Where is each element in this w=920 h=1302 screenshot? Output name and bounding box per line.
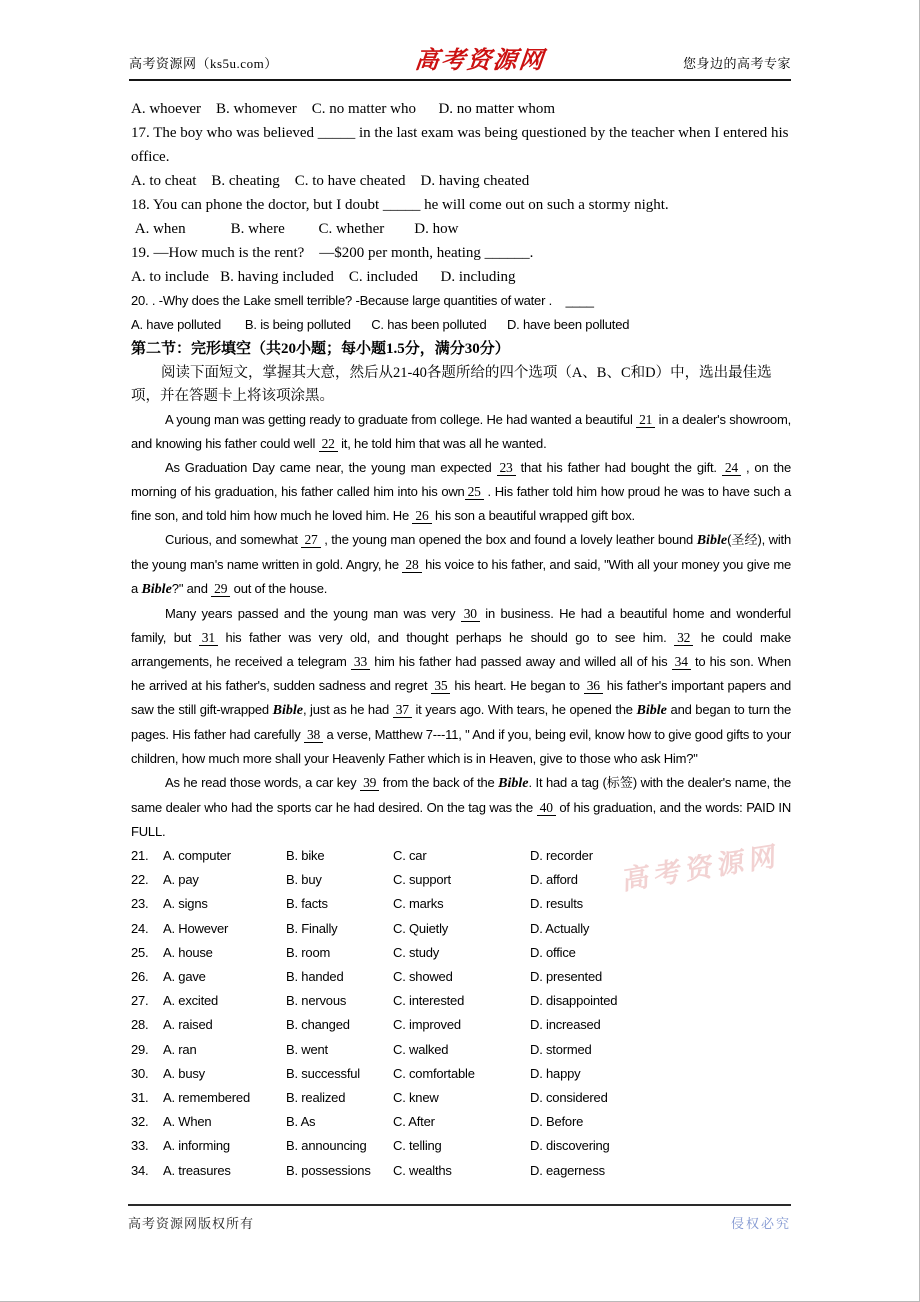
option-row bbox=[131, 1110, 791, 1134]
option-choice-d: D. eagerness bbox=[530, 1162, 605, 1178]
cloze-blank: 31 bbox=[199, 630, 218, 646]
option-row bbox=[131, 1159, 791, 1183]
cloze-blank: 26 bbox=[412, 508, 431, 524]
exam-content bbox=[131, 97, 791, 1183]
option-choice-d: D. office bbox=[530, 944, 576, 960]
cloze-blank: 38 bbox=[304, 727, 323, 743]
option-row bbox=[131, 989, 791, 1013]
option-choice-d: D. stormed bbox=[530, 1041, 592, 1057]
option-choice-a: A. busy bbox=[163, 1065, 205, 1081]
cloze-section-heading: 第二节：完形填空（共20小题；每小题1.5分，满分30分） bbox=[131, 341, 510, 357]
cloze-blank: 28 bbox=[402, 557, 421, 573]
option-choice-b: B. facts bbox=[286, 896, 328, 912]
option-choice-a: A. signs bbox=[163, 896, 208, 912]
option-choice-c: C. telling bbox=[393, 1138, 442, 1154]
option-choice-c: C. showed bbox=[393, 969, 453, 985]
option-number: 30. bbox=[131, 1065, 149, 1081]
option-row bbox=[131, 1134, 791, 1158]
option-choice-b: B. Finally bbox=[286, 920, 338, 936]
cloze-blank: 33 bbox=[351, 654, 370, 670]
option-choice-d: D. presented bbox=[530, 969, 603, 985]
exam-text-line: A. to include B. having included C. included D. including bbox=[131, 269, 516, 285]
cloze-blank: 34 bbox=[672, 654, 691, 670]
footer-copyright: 高考资源网版权所有 bbox=[128, 1216, 255, 1231]
cloze-paragraph: A young man was getting ready to graduate from college. He had wanted a beautiful 21 in a dealer's showroom, and knowing his father could well 22 it, he told him that was all he wanted. bbox=[131, 412, 791, 451]
option-number: 28. bbox=[131, 1017, 149, 1033]
cloze-blank: 35 bbox=[431, 678, 450, 694]
cloze-blank: 24 bbox=[722, 460, 741, 476]
option-choice-b: B. bike bbox=[286, 848, 325, 863]
exam-text-line: 18. You can phone the doctor, but I doubt _____ he will come out on such a stormy night. bbox=[131, 197, 669, 213]
option-choice-d: D. considered bbox=[530, 1090, 608, 1106]
options-table bbox=[131, 844, 791, 1183]
cloze-blank: 25 bbox=[465, 484, 484, 500]
option-choice-b: B. handed bbox=[286, 969, 344, 985]
cloze-blank: 39 bbox=[360, 775, 379, 791]
exam-text-line: 17. The boy who was believed _____ in the last exam was being questioned by the teacher when I entered his office. bbox=[131, 125, 793, 165]
option-row bbox=[131, 1086, 791, 1110]
cloze-blank: 32 bbox=[674, 630, 693, 646]
exam-text-line: 19. —How much is the rent? —$200 per month, heating ______. bbox=[131, 245, 534, 261]
option-choice-c: C. study bbox=[393, 944, 440, 960]
option-choice-c: C. support bbox=[393, 872, 451, 888]
option-choice-a: A. excited bbox=[163, 993, 219, 1009]
option-choice-b: B. successful bbox=[286, 1065, 360, 1081]
option-choice-d: D. Before bbox=[530, 1114, 584, 1130]
option-choice-d: D. afford bbox=[530, 872, 578, 888]
option-number: 25. bbox=[131, 944, 149, 960]
footer-notice: 侵权必究 bbox=[730, 1216, 791, 1231]
page-footer bbox=[128, 1204, 791, 1232]
option-choice-c: C. walked bbox=[393, 1041, 449, 1057]
bible-emphasis: Bible bbox=[696, 533, 728, 548]
option-row bbox=[131, 1038, 791, 1062]
option-choice-b: B. As bbox=[286, 1114, 316, 1130]
page-header bbox=[129, 0, 791, 81]
bible-emphasis: Bible bbox=[636, 703, 667, 718]
option-choice-b: B. realized bbox=[286, 1090, 346, 1106]
option-row bbox=[131, 917, 791, 941]
cloze-blank: 29 bbox=[211, 581, 230, 597]
cloze-paragraph: Curious, and somewhat 27 , the young man opened the box and found a lovely leather bound Bible(圣经), with the young man's name written in gold. Angry, he 28 his voice to his father, and said, "With all your money you give me a Bible?" and 29 out of the house. bbox=[131, 532, 791, 597]
option-choice-c: C. improved bbox=[393, 1017, 461, 1033]
option-number: 33. bbox=[131, 1138, 149, 1154]
option-choice-b: B. changed bbox=[286, 1017, 350, 1033]
bible-emphasis: Bible bbox=[498, 776, 529, 791]
bible-emphasis: Bible bbox=[272, 703, 303, 718]
watermark: 高考资源网 bbox=[622, 840, 782, 897]
option-choice-d: D. results bbox=[530, 896, 583, 912]
option-choice-a: A. computer bbox=[163, 848, 231, 863]
option-number: 31. bbox=[131, 1090, 149, 1106]
option-choice-a: A. house bbox=[163, 944, 213, 960]
option-row bbox=[131, 892, 791, 916]
option-choice-b: B. announcing bbox=[286, 1138, 367, 1154]
site-tagline: 您身边的高考专家 bbox=[682, 56, 791, 71]
cloze-paragraph: As Graduation Day came near, the young man expected 23 that his father had bought the gift. 24 , on the morning of his graduation, his father called him into his own 25 . His father told him how proud he was to have such a fine son, and told him how much he loved him. He 26 his son a beautiful wrapped gift box. bbox=[131, 460, 791, 523]
option-row bbox=[131, 941, 791, 965]
option-choice-a: A. However bbox=[163, 920, 229, 936]
option-choice-a: A. gave bbox=[163, 969, 206, 985]
cloze-blank: 22 bbox=[319, 436, 338, 452]
bible-emphasis: Bible bbox=[141, 582, 172, 597]
option-choice-a: A. When bbox=[163, 1114, 212, 1130]
option-choice-b: B. room bbox=[286, 944, 331, 960]
option-choice-c: C. interested bbox=[393, 993, 465, 1009]
option-number: 23. bbox=[131, 896, 149, 912]
option-row bbox=[131, 965, 791, 989]
option-choice-d: D. increased bbox=[530, 1017, 601, 1033]
exam-text-line: 20. . -Why does the Lake smell terrible? -Because large quantities of water . ____ bbox=[131, 293, 594, 308]
option-choice-a: A. pay bbox=[163, 872, 199, 888]
option-choice-c: C. comfortable bbox=[393, 1065, 475, 1081]
option-number: 27. bbox=[131, 993, 149, 1009]
cloze-paragraph: As he read those words, a car key 39 from the back of the Bible. It had a tag (标签) with the dealer's name, the same dealer who had the sports car he had desired. On the tag was the 40 of his graduation, and the words: PAID IN FULL. bbox=[131, 775, 792, 839]
option-choice-d: D. disappointed bbox=[530, 993, 618, 1009]
option-choice-b: B. nervous bbox=[286, 993, 347, 1009]
cloze-blank: 23 bbox=[497, 460, 516, 476]
option-choice-c: C. marks bbox=[393, 896, 444, 912]
option-choice-a: A. raised bbox=[163, 1017, 213, 1033]
option-row bbox=[131, 1062, 791, 1086]
cloze-passage bbox=[131, 408, 791, 844]
option-choice-b: B. went bbox=[286, 1041, 328, 1057]
option-number: 24. bbox=[131, 920, 149, 936]
option-choice-d: D. discovering bbox=[530, 1138, 610, 1154]
option-choice-d: D. Actually bbox=[530, 920, 590, 936]
option-choice-a: A. informing bbox=[163, 1138, 230, 1154]
option-choice-c: C. car bbox=[393, 848, 427, 863]
option-choice-b: B. possessions bbox=[286, 1162, 371, 1178]
site-name: 高考资源网（ks5u.com） bbox=[129, 56, 278, 71]
site-logo: 高考资源网 bbox=[413, 46, 547, 74]
option-choice-d: D. recorder bbox=[530, 848, 593, 863]
option-number: 22. bbox=[131, 872, 149, 888]
option-row bbox=[131, 1013, 791, 1037]
option-number: 32. bbox=[131, 1114, 149, 1130]
option-choice-b: B. buy bbox=[286, 872, 322, 888]
cloze-blank: 30 bbox=[461, 606, 480, 622]
option-choice-c: C. Quietly bbox=[393, 920, 449, 936]
option-choice-c: C. knew bbox=[393, 1090, 439, 1106]
option-choice-c: C. wealths bbox=[393, 1162, 452, 1178]
exam-text-line: A. whoever B. whomever C. no matter who D. no matter whom bbox=[131, 101, 556, 117]
option-choice-d: D. happy bbox=[530, 1065, 581, 1081]
grammar-questions bbox=[131, 97, 791, 337]
option-row bbox=[131, 868, 791, 892]
option-number: 34. bbox=[131, 1162, 149, 1178]
cloze-blank: 21 bbox=[636, 412, 655, 428]
option-choice-c: C. After bbox=[393, 1114, 435, 1130]
cloze-blank: 37 bbox=[393, 702, 412, 718]
exam-text-line: A. when B. where C. whether D. how bbox=[131, 221, 459, 237]
option-number: 29. bbox=[131, 1041, 149, 1057]
option-choice-a: A. treasures bbox=[163, 1162, 231, 1178]
option-choice-a: A. ran bbox=[163, 1041, 197, 1057]
cloze-instructions: 阅读下面短文，掌握其大意，然后从21-40各题所给的四个选项（A、B、C和D）中，选出最佳选项，并在答题卡上将该项涂黑。 bbox=[131, 365, 772, 404]
cloze-blank: 36 bbox=[584, 678, 603, 694]
exam-text-line: A. to cheat B. cheating C. to have cheated D. having cheated bbox=[131, 173, 530, 189]
cloze-paragraph: Many years passed and the young man was very 30 in business. He had a beautiful home and wonderful family, but 31 his father was very old, and thought perhaps he should go to see him. 32 he could make arrangements, he received a telegram 33 him his father had passed away and willed all of his 34 to his son. When he arrived at his father's, sudden sadness and regret 35 his heart. He began to 36 his father's important papers and saw the still gift-wrapped Bible, just as he had 37 it years ago. With tears, he opened the Bible and began to turn the pages. His father had carefully 38 a verse, Matthew 7---11, " And if you, being evil, know how to give good gifts to your children, how much more shall your Heavenly Father which is in Heaven, give to those who ask Him?" bbox=[131, 606, 792, 766]
cloze-blank: 40 bbox=[537, 800, 556, 816]
option-number: 26. bbox=[131, 969, 149, 985]
option-choice-a: A. remembered bbox=[163, 1090, 250, 1106]
exam-text-line: A. have polluted B. is being polluted C. has been polluted D. have been polluted bbox=[131, 317, 630, 332]
option-row bbox=[131, 844, 791, 868]
option-number: 21. bbox=[131, 848, 149, 863]
cloze-blank: 27 bbox=[301, 532, 320, 548]
